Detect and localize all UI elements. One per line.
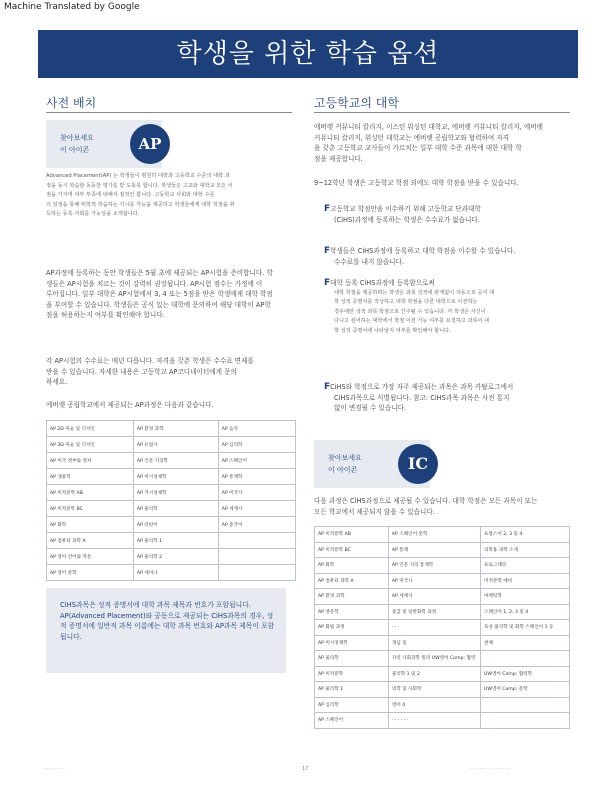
text-line: 각 AP시험의 수수료는 매년 다릅니다. 자격을 갖춘 학생은 수수료 면제를 xyxy=(46,357,254,365)
table-cell: AP 심리학 xyxy=(218,437,295,453)
section-divider xyxy=(314,112,570,113)
text-line: 학 성적 증명서를 작성하고 대학 학점을 다른 대학으로 이전하는 xyxy=(334,299,478,305)
table-cell: · · · xyxy=(388,620,480,636)
table-cell: 의학 및 사회학 xyxy=(388,682,480,698)
text-line: 점을 허용하는지 여부를 확인해야 합니다. xyxy=(46,311,165,319)
ap-intro-paragraph xyxy=(46,172,292,220)
table-row xyxy=(315,635,570,651)
table-cell: UW영어 Comp: 협력학 xyxy=(481,666,570,682)
table-cell: 프랑스어 2, 3 및 4 xyxy=(481,527,570,543)
table-cell: AP 미시경제학 xyxy=(315,635,389,651)
table-row xyxy=(315,558,570,574)
text-line: 정을 동시 학습할 동등한 평가를 받 도록록 합니다. 학생들은 고교와 대학교 모든 이 xyxy=(46,182,233,189)
table-row xyxy=(315,651,570,667)
table-cell: AP 미적분학 xyxy=(315,666,389,682)
table-row xyxy=(47,533,296,549)
bullet-letter: F xyxy=(324,278,331,288)
table-cell: AP 통계 xyxy=(388,542,480,558)
text-line: AP과정에 등록하는 동안 학생들은 5월 초에 제공되는 AP시험을 준비합니다. 학 xyxy=(46,269,273,277)
table-row xyxy=(315,620,570,636)
table-cell: AP 미적분학 AB xyxy=(47,485,134,501)
table-cell: AP 음악 xyxy=(218,421,295,437)
table-cell: 프로그래밍 xyxy=(481,558,570,574)
cihs-option-4 xyxy=(324,382,570,414)
table-cell xyxy=(481,697,570,713)
text-line: 커뮤니티 칼리지, 워싱턴 대학교는 에버렛 공립학교와 협력하여 자격 xyxy=(314,133,510,142)
table-cell: AP 2D 미술 및 디자인 xyxy=(47,421,134,437)
table-row xyxy=(47,549,296,565)
table-cell: 중급 및 일반화학 과정 xyxy=(388,604,480,620)
bullet-letter: F xyxy=(324,382,331,392)
table-cell: AP 미시경제학 xyxy=(133,469,218,485)
callout-line: 이 아이콘 xyxy=(60,146,90,154)
text-line: CiHS와 학점으로 가장 자주 제공되는 과목은 과목 카탈로그에서 xyxy=(330,383,514,391)
table-cell: AP 심리학 xyxy=(315,697,389,713)
table-row xyxy=(315,682,570,698)
callout-line: 찾아보세요 xyxy=(328,454,362,462)
footer-left: · · · · · · · xyxy=(44,766,65,772)
table-cell: AP 라틴어 xyxy=(133,517,218,533)
machine-translated-label: Machine Translated by Google xyxy=(4,2,140,12)
table-cell: AP 컴퓨터 과학 A xyxy=(47,533,134,549)
table-cell: AP 스페인어 문학 xyxy=(388,527,480,543)
page-title: 학생을 위한 학습 옵션 xyxy=(38,30,578,78)
section-heading-ap: 사전 배치 xyxy=(46,96,97,110)
table-row xyxy=(315,542,570,558)
table-cell: AP 중국어 xyxy=(218,517,295,533)
ap-logo-icon: AP xyxy=(130,124,170,164)
table-cell: AP 영문학 xyxy=(315,604,389,620)
cihs-course-table xyxy=(314,526,570,729)
table-cell xyxy=(481,651,570,667)
ap-exam-paragraph xyxy=(46,268,296,321)
table-cell: UW영어 Comp: 문학 xyxy=(481,682,570,698)
text-line: 을 부여할 수 있습니다. 학생들은 공식 있는 대학에 문의하여 해당 대학이 AP학 xyxy=(46,300,271,309)
text-line: 학 성적 증명서에 나타날지 여부를 확인해야 합니다. xyxy=(334,327,451,334)
cihs-note-box xyxy=(46,588,286,673)
table-row xyxy=(315,713,570,729)
text-line: 경우에만 성적 과목 학점으로 간주될 수 있습니다. 각 학생은 자신이 xyxy=(334,308,486,315)
table-cell: AP 환경 과학 xyxy=(315,589,389,605)
table-cell: AP 화학 xyxy=(315,558,389,574)
table-cell: AP 세미나 xyxy=(133,565,218,581)
text-line: 점을 제공합니다. xyxy=(314,154,363,163)
text-line: 하세요. xyxy=(46,378,68,386)
cihs-intro-paragraph xyxy=(314,122,570,164)
table-row xyxy=(47,421,296,437)
table-cell: AP 물리학 xyxy=(133,501,218,517)
table-cell: 스페인어 1, 2, 3 및 4 xyxy=(481,604,570,620)
table-cell: AP 스페인어 xyxy=(218,453,295,469)
table-cell: AP 영어 언어와 작문 xyxy=(47,549,134,565)
table-cell: AP 미적분학 BC xyxy=(47,501,134,517)
table-row xyxy=(315,666,570,682)
table-cell: AP 스페인어 xyxy=(315,713,389,729)
text-line: 학생들은 CiHS과정에 등록하고 대학 학점을 이수할 수 있습니다. xyxy=(330,247,516,255)
table-cell: AP 미적분학 BC xyxy=(315,542,389,558)
table-row xyxy=(47,437,296,453)
bullet-letter: F xyxy=(324,246,331,256)
text-line: 다니고 싶어하는 대학에서 학점 이전 가능 여부를 요청하고 과목이 대 xyxy=(334,318,490,324)
text-line: 수수료를 내지 않습니다. xyxy=(334,257,404,266)
table-cell: AP 세계사 xyxy=(218,501,295,517)
table-cell: AP 물리학 1 xyxy=(315,682,389,698)
table-cell: AP 세계사 xyxy=(388,589,480,605)
table-row xyxy=(315,573,570,589)
section-divider xyxy=(46,112,292,113)
table-cell: 천체 xyxy=(481,635,570,651)
cihs-lead: 9~12학년 학생은 고등학교 학점 외에도 대학 학점을 받을 수 있습니다. xyxy=(314,179,519,187)
table-cell: 의학용 과학 소개 xyxy=(481,542,570,558)
table-cell: AP 통계학 xyxy=(218,469,295,485)
table-cell xyxy=(218,533,295,549)
page-number: 17 xyxy=(302,766,309,772)
ap-course-table xyxy=(46,420,296,581)
cihs-option-1 xyxy=(324,204,570,225)
table-cell: AP 3D 미술 및 디자인 xyxy=(47,437,134,453)
table-cell: AP 물리학 2 xyxy=(133,549,218,565)
table-row xyxy=(315,697,570,713)
callout-line: 이 아이콘 xyxy=(328,466,358,474)
section-heading-cihs: 고등학교의 대학 xyxy=(314,96,399,110)
text-line: 대학 등록 CiHS과정에 등록함으로써 xyxy=(330,279,435,287)
text-line: 모든 학교에서 제공되지 않을 수 있습니다. xyxy=(314,507,435,516)
table-cell: AP 화학 xyxy=(47,517,134,533)
table-cell: 육상 물리학 및 화학 스페인어 1 등 xyxy=(481,620,570,636)
text-line: 을 갖춘 고등학교 교사들이 가르치는 일부 대학 수준 과목에 대한 대학 학 xyxy=(314,144,522,152)
text-line: 생들은 AP시험을 치르는 것이 강력히 권장됩니다. AP시험 점수는 가정에 이 xyxy=(46,279,263,288)
table-row xyxy=(47,485,296,501)
table-cell: · · · · · · xyxy=(388,713,480,729)
footer-right: · · · · · · · · · · · · · xyxy=(470,766,510,772)
text-line: 득하는 등록 사회를 가능성을 소개합니다. xyxy=(46,211,140,217)
table-cell xyxy=(218,549,295,565)
table-cell: AP 인문 지리 통계학 xyxy=(388,558,480,574)
table-cell: AP 미국 정부와 정치 xyxy=(47,453,134,469)
cihs-note-text: CiHS과목은 성적 증명서에 대학 과목 제목과 번호가 포함됩니다. AP(Advanced Placement)와 공동으로 제공되는 CiHS과목의 경우, 성적 증명서에 일반적 과목 이름에는 대학 과목 번호와 AP과목 제목이 포함됩니다. xyxy=(60,601,275,641)
table-cell: 영어 4 xyxy=(388,697,480,713)
table-cell: AP 물리학 1 xyxy=(133,533,218,549)
text-line: 에버렛 커뮤니티 칼리지, 이스턴 워싱턴 대학교, 에버렛 커뮤니티 칼리지, 에버렛 xyxy=(314,123,543,131)
bullet-letter: F xyxy=(324,204,331,214)
text-line: CiHS과목으로 식별됩니다. 참고: CiHS과목 과목은 사전 통지 xyxy=(334,393,510,402)
cihs-courses-lead xyxy=(314,496,570,517)
table-row xyxy=(47,501,296,517)
cihs-option-2 xyxy=(324,246,570,267)
text-line: 대학 학점을 제공하려는 학생은 과목 성적에 관계없이 자동으로 공식 대 xyxy=(334,289,495,296)
table-cell xyxy=(481,713,570,729)
table-row xyxy=(47,469,296,485)
table-row xyxy=(315,604,570,620)
table-cell: AP 물리학 xyxy=(315,651,389,667)
text-line: 없이 변경될 수 있습니다. xyxy=(334,404,407,412)
table-cell: AP 생물학 xyxy=(47,469,134,485)
cihs-logo-icon: IC xyxy=(398,444,438,484)
text-line: (CiHS)과정에 등록하는 학생은 수수료가 없습니다. xyxy=(334,215,480,224)
table-cell: AP 환경 과학 xyxy=(133,421,218,437)
table-cell: AP 미적분학 AB xyxy=(315,527,389,543)
callout-line: 찾아보세요 xyxy=(60,134,94,142)
text-line: 점을 가지며 여부 부족에 대해서 질적인 합니다. 고등학교 사회와 대학 수준 xyxy=(46,192,215,198)
text-line: 받을 수 있습니다. 자세한 내용은 고등학교 AP코디네이터에게 문의 xyxy=(46,367,237,376)
table-cell: 개념 및 xyxy=(388,635,480,651)
table-cell: AP 인문 지리학 xyxy=(133,453,218,469)
table-cell: 물리학 1 및 2 xyxy=(388,666,480,682)
ap-fee-paragraph xyxy=(46,356,296,388)
table-row xyxy=(315,527,570,543)
table-row xyxy=(315,589,570,605)
table-cell: AP 유럽사 xyxy=(133,437,218,453)
table-cell: AP 영어 문학 xyxy=(47,565,134,581)
text-line: 다음 과정은 CiHS과정으로 제공될 수 있습니다. 대학 학점은 모든 과목이 또는 xyxy=(314,497,538,505)
table-cell: AP 화법 과정 xyxy=(315,620,389,636)
ap-courses-lead: 에버렛 공립학교에서 제공되는 AP과정은 다음과 같습니다. xyxy=(46,401,214,409)
text-line: Advanced Placement(AP) 는 학생들이 평원히 대학과 고등학교 수준의 대학 과 xyxy=(46,173,230,179)
table-cell: 미적분학 예비 xyxy=(481,573,570,589)
table-cell: 마케팅학 xyxy=(481,589,570,605)
table-cell: 자연 사회과학 원리 UW영어 Comp: 협력 xyxy=(388,651,480,667)
table-cell: AP 거시경제학 xyxy=(133,485,218,501)
table-row xyxy=(47,517,296,533)
text-line: 고등학교 학점만을 이수하기 위해 고등학교 단과대학 xyxy=(330,205,481,213)
cihs-option-3 xyxy=(324,278,570,336)
table-cell: AP 컴퓨터 과학 A xyxy=(315,573,389,589)
table-row xyxy=(47,453,296,469)
table-cell xyxy=(218,565,295,581)
table-cell: AP 미국사 xyxy=(218,485,295,501)
text-line: 의 일정을 통해 비학적 학습하는 지시를 가능을 제공하고 학생들에게 대학 학점을 취 xyxy=(46,201,235,208)
table-row xyxy=(47,565,296,581)
table-cell: AP 미국사 xyxy=(388,573,480,589)
text-line: 루어집니다. 일부 대학은 AP시험에서 3, 4 또는 5점을 받은 학생에게 대학 학점 xyxy=(46,290,273,298)
